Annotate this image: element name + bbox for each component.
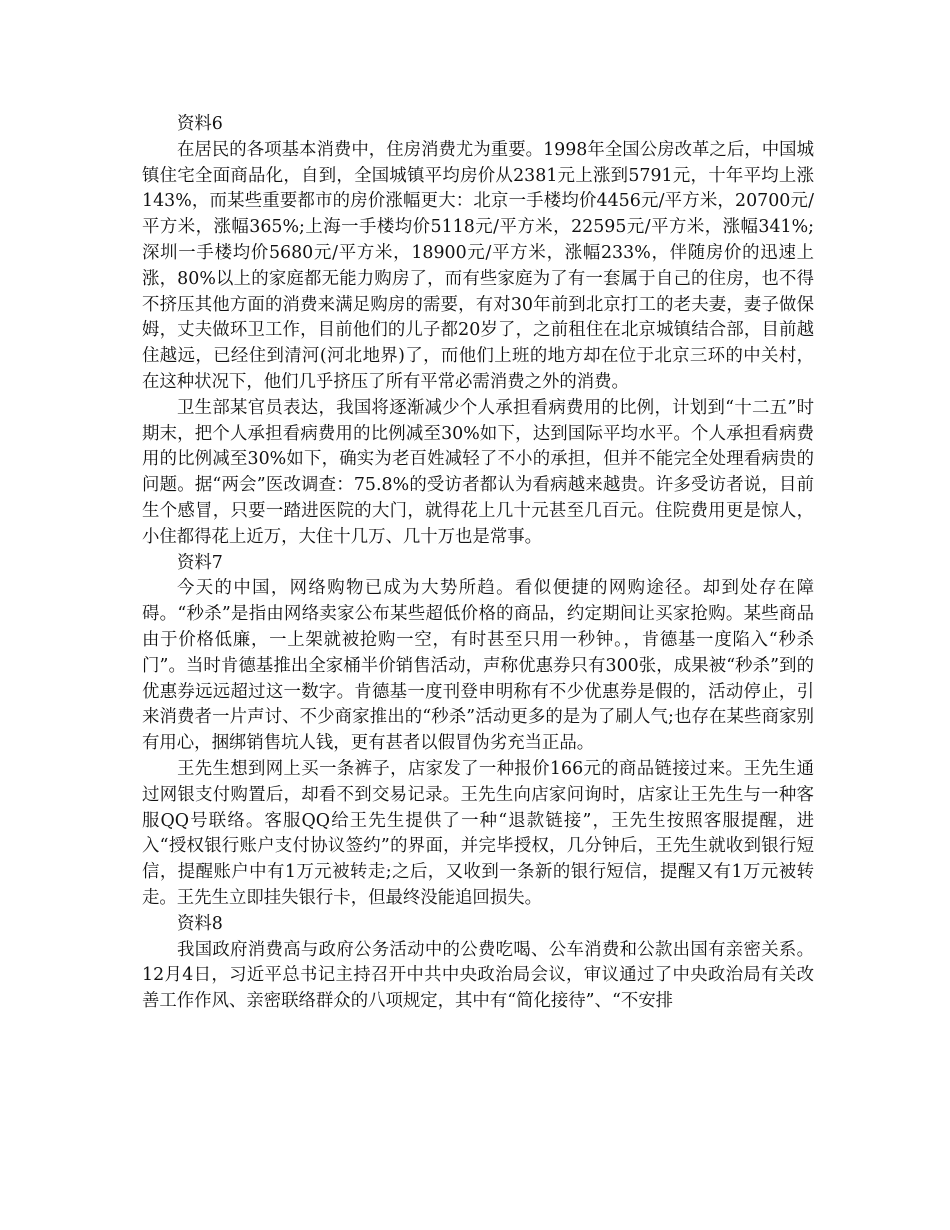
paragraph-medical-costs: 卫生部某官员表达，我国将逐渐减少个人承担看病费用的比例，计划到“十二五”时期末，把个人承担看病费用的比例减至30%如下，达到国际平均水平。个人承担看病费用的比例减至30%如下，确实为老百姓减轻了不小的承担，但并不能完全处理看病贵的问题。据“两会”医改调查：75.8%的受访者都认为看病越来越贵。许多受访者说，目前生个感冒，只要一踏进医院的大门，就得花上几十元甚至几百元。住院费用更是惊人，小住都得花上近万，大住十几万、几十万也是常事。 bbox=[142, 397, 814, 547]
document-page bbox=[142, 112, 814, 1015]
section-heading-8: 资料8 bbox=[177, 913, 223, 934]
section-heading-7: 资料7 bbox=[177, 552, 223, 573]
paragraph-housing-consumption: 在居民的各项基本消费中，住房消费尤为重要。1998年全国公房改革之后，中国城镇住宅全面商品化，自到，全国城镇平均房价从2381元上涨到5791元，十年平均上涨143%，而某些重要都市的房价涨幅更大：北京一手楼均价4456元/平方米，20700元/平方米，涨幅365%;上海一手楼均价5118元/平方米，22595元/平方米，涨幅341%;深圳一手楼均价5680元/平方米，18900元/平方米，涨幅233%，伴随房价的迅速上涨，80%以上的家庭都无能力购房了，而有些家庭为了有一套属于自己的住房，也不得不挤压其他方面的消费来满足购房的需要，有对30年前到北京打工的老夫妻，妻子做保姆，丈夫做环卫工作，目前他们的儿子都20岁了，之前租住在北京城镇结合部，目前越住越远，已经住到清河(河北地界)了，而他们上班的地方却在位于北京三环的中关村，在这种状况下，他们几乎挤压了所有平常必需消费之外的消费。 bbox=[142, 139, 814, 392]
section-heading-6: 资料6 bbox=[177, 114, 223, 134]
paragraph-mr-wang-fraud: 王先生想到网上买一条裤子，店家发了一种报价166元的商品链接过来。王先生通过网银支付购置后，却看不到交易记录。王先生向店家问询时，店家让王先生与一种客服QQ号联络。客服QQ给王先生提供了一种“退款链接”，王先生按照客服提醒，进入“授权银行账户支付协议签约”的界面，并完毕授权，几分钟后，王先生就收到银行短信，提醒账户中有1万元被转走;之后，又收到一条新的银行短信，提醒又有1万元被转走。王先生立即挂失银行卡，但最终没能追回损失。 bbox=[142, 758, 814, 908]
paragraph-government-consumption: 我国政府消费高与政府公务活动中的公费吃喝、公车消费和公款出国有亲密关系。12月4日，习近平总书记主持召开中共中央政治局会议，审议通过了中央政治局有关改善工作作风、亲密联络群众的八项规定，其中有“简化接待”、“不安排 bbox=[142, 939, 814, 1012]
paragraph-online-shopping: 今天的中国，网络购物已成为大势所趋。看似便捷的网购途径。却到处存在障碍。“秒杀”是指由网络卖家公布某些超低价格的商品，约定期间让买家抢购。某些商品由于价格低廉，一上架就被抢购一空，有时甚至只用一秒钟。，肯德基一度陷入“秒杀门”。当时肯德基推出全家桶半价销售活动，声称优惠券只有300张，成果被“秒杀”到的优惠券远远超过这一数字。肯德基一度刊登申明称有不少优惠券是假的，活动停止，引来消费者一片声讨、不少商家推出的“秒杀”活动更多的是为了刷人气;也存在某些商家别有用心，捆绑销售坑人钱，更有甚者以假冒伪劣充当正品。 bbox=[142, 578, 814, 754]
